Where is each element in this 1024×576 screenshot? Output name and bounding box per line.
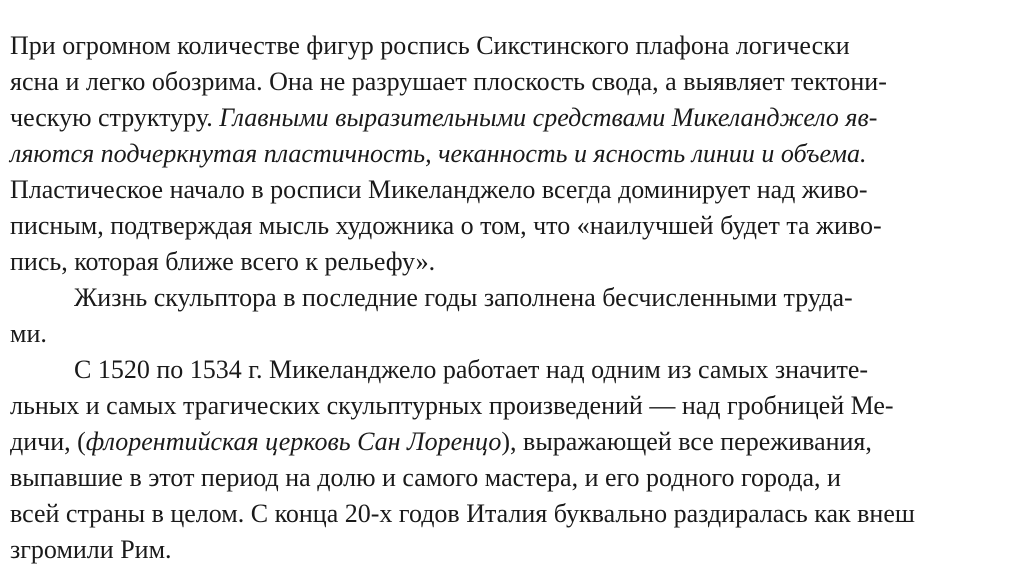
text-span: писным, подтверждая мысль художника о том, что «наилучшей будет та живо-: [10, 211, 882, 240]
text-line: [10, 137, 867, 171]
text-line: [10, 245, 435, 279]
text-span: ясна и легко обозрима. Она не разрушает плоскость свода, а выявляет тектони-: [10, 67, 887, 96]
text-line: [10, 29, 850, 63]
text-span: всей страны в целом. С конца 20-х годов Италия буквально раздиралась как внеш: [10, 499, 915, 528]
text-span: Пластическое начало в росписи Микеланджело всегда доминирует над живо-: [10, 175, 868, 204]
text-line: [74, 281, 853, 315]
italic-text-span: флорентийская церковь Сан Лоренцо: [85, 427, 502, 456]
text-line: [10, 209, 882, 243]
text-span: ми.: [10, 319, 47, 348]
text-line: [10, 425, 872, 459]
text-span: дичи, (: [10, 427, 86, 456]
text-line: [10, 461, 841, 495]
text-line: [10, 389, 894, 423]
text-span: Жизнь скульптора в последние годы заполнена бесчисленными труда-: [74, 283, 853, 312]
text-line: [10, 497, 915, 531]
text-line: [10, 173, 868, 207]
text-span: ческую структуру.: [10, 103, 220, 132]
text-span: згромили Рим.: [10, 535, 172, 564]
text-line: [10, 533, 172, 567]
italic-text-span: Главными выразительными средствами Микеланджело яв-: [219, 103, 878, 132]
text-span: С 1520 по 1534 г. Микеланджело работает над одним из самых значите-: [74, 355, 869, 384]
text-line: [74, 353, 868, 387]
text-line: [10, 65, 887, 99]
text-line: [10, 101, 877, 135]
text-span: пись, которая ближе всего к рельефу».: [10, 247, 436, 276]
text-span: При огромном количестве фигур роспись Сикстинского плафона логически: [10, 31, 850, 60]
text-span: ), выражающей все переживания,: [501, 427, 872, 456]
text-span: выпавшие в этот период на долю и самого мастера, и его родного города, и: [10, 463, 841, 492]
text-span: льных и самых трагических скульптурных произведений — над гробницей Ме-: [10, 391, 894, 420]
text-line: [10, 317, 47, 351]
italic-text-span: ляются подчеркнутая пластичность, чеканность и ясность линии и объема.: [10, 139, 867, 168]
